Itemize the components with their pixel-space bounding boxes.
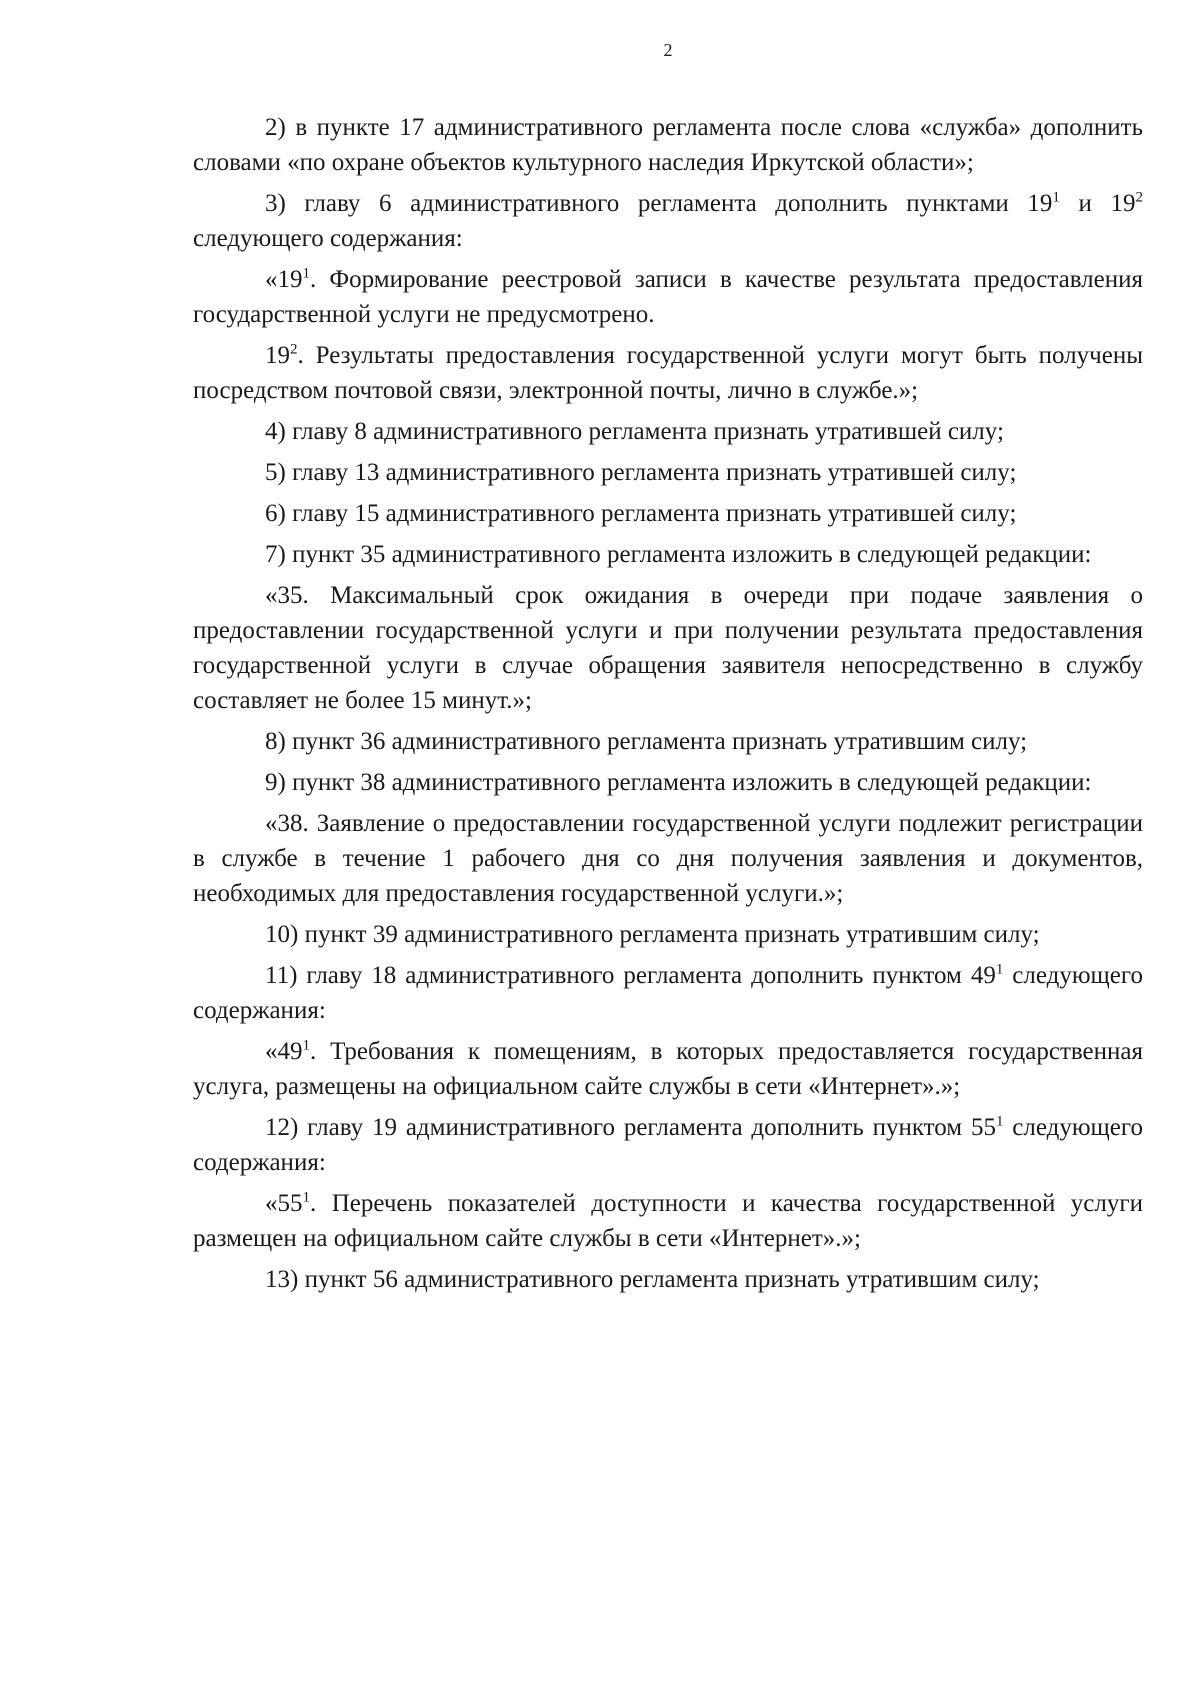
text-run: и 19 [1059,190,1136,217]
paragraph [193,414,1143,449]
text-run: 9) пункт 38 административного регламента изложить в следующей редакции: [265,769,1092,796]
paragraph [193,1034,1143,1104]
superscript: 1 [302,265,310,282]
paragraph [193,262,1143,332]
text-run: . Результаты предоставления государственной услуги могут быть получены посредством почтовой связи, электронной почты, лично в службе.»; [193,342,1143,404]
text-run: 6) главу 15 административного регламента признать утратившей силу; [265,500,1017,527]
paragraph [193,958,1143,1028]
text-run: 11) главу 18 административного регламента дополнить пунктом 49 [265,962,996,989]
text-run: 10) пункт 39 административного регламента признать утратившим силу; [265,921,1040,948]
paragraph [193,724,1143,759]
superscript: 1 [302,1037,310,1054]
text-run: 2) в пункте 17 административного регламента после слова «служба» дополнить словами «по охране объектов культурного наследия Иркутской области»; [193,114,1143,176]
text-run: следующего содержания: [193,1114,1143,1176]
text-run: 19 [265,342,290,369]
text-run: 12) главу 19 административного регламента дополнить пунктом 55 [265,1114,996,1141]
paragraph [193,186,1143,256]
text-run: . Требования к помещениям, в которых предоставляется государственная услуга, размещены на официальном сайте службы в сети «Интернет».»; [193,1038,1143,1100]
paragraph [193,806,1143,911]
superscript: 1 [995,961,1004,978]
text-run: «35. Максимальный срок ожидания в очереди при подаче заявления о предоставлении государственной услуги и при получении результата предоставления государственной услуги в случае обращения заявителя непосредственно в службу составляет не более 15 минут.»; [193,582,1143,714]
text-run: «19 [265,266,303,293]
text-run: следующего содержания: [193,962,1143,1024]
paragraph [193,537,1143,572]
text-run: 13) пункт 56 административного регламента признать утратившим силу; [265,1266,1040,1293]
text-run: 7) пункт 35 административного регламента изложить в следующей редакции: [265,541,1092,568]
text-run: «55 [265,1190,303,1217]
page-number: 2 [663,40,673,60]
superscript: 1 [302,1189,310,1206]
text-run: . Формирование реестровой записи в качестве результата предоставления государственной услуги не предусмотрено. [193,266,1143,328]
text-run: «38. Заявление о предоставлении государственной услуги подлежит регистрации в службе в течение 1 рабочего дня со дня получения заявления и документов, необходимых для предоставления государственной услуги.»; [193,810,1143,907]
superscript: 1 [1052,189,1060,206]
paragraph [193,765,1143,800]
text-run: . Перечень показателей доступности и качества государственной услуги размещен на официальном сайте службы в сети «Интернет».»; [193,1190,1143,1252]
superscript: 1 [995,1113,1004,1130]
text-run: следующего содержания: [193,225,463,252]
paragraph [193,338,1143,408]
text-run: 3) главу 6 административного регламента дополнить пунктами 19 [265,190,1053,217]
superscript: 2 [290,341,298,358]
superscript: 2 [1135,189,1144,206]
paragraph [193,1186,1143,1256]
text-run: 8) пункт 36 административного регламента признать утратившим силу; [265,728,1028,755]
paragraph [193,496,1143,531]
paragraph [193,578,1143,718]
paragraph [193,110,1143,180]
paragraph [193,917,1143,952]
text-run: 4) главу 8 административного регламента признать утратившей силу; [265,418,1004,445]
paragraph [193,1262,1143,1297]
document-body [193,110,1143,1297]
text-run: «49 [265,1038,303,1065]
paragraph [193,455,1143,490]
paragraph [193,1110,1143,1180]
text-run: 5) главу 13 административного регламента признать утратившей силу; [265,459,1017,486]
